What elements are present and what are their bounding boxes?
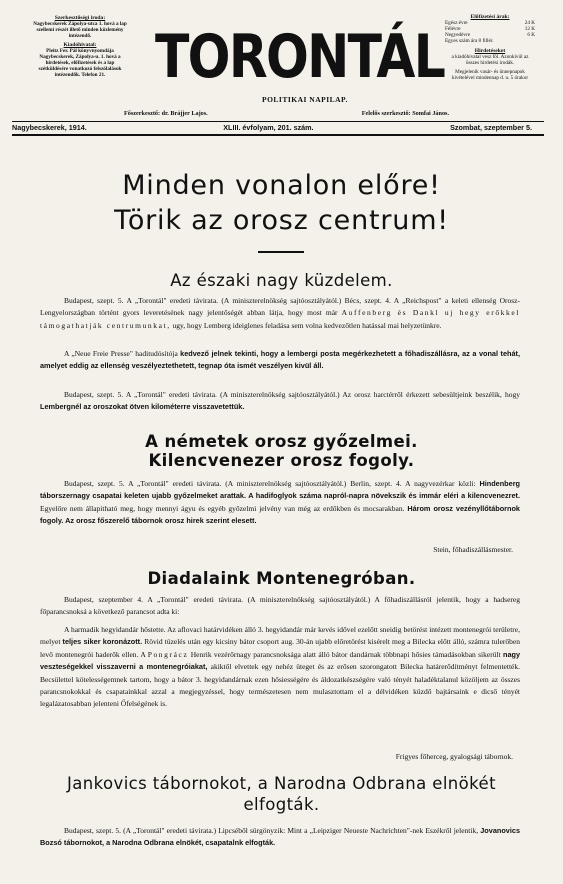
editorial-office-text: Nagybecskerek Zápolya-utca 1. hová a lap szellemi részét illető minden közlemény intézendő. xyxy=(33,21,127,39)
section1-paragraph2 xyxy=(40,348,520,373)
section4-paragraph1 xyxy=(40,825,520,850)
text-run: Budapest, szept. 5. A „Torontál" eredeti távirata. (A miniszterelnökség sajtóosztályától.) Berlin, szept. 4. A nagyvezérkar közli: xyxy=(64,479,480,488)
price-label: Negyedévre xyxy=(445,32,471,38)
spaced-text: Pongrácz xyxy=(147,649,189,659)
price-value: 24 K xyxy=(524,20,535,26)
editor-in-chief: Főszerkesztő: dr. Brájjer Lajos. xyxy=(124,110,208,117)
masthead-divider xyxy=(12,121,544,122)
dateline-divider xyxy=(12,134,544,136)
section3-signature: Frigyes főherceg, gyalogsági tábornok. xyxy=(395,752,513,761)
text-run: Henrik vezérőrnagy parancsnoksága alatt álló bátor dandárnak többnapi hősies támadásokban sikerült xyxy=(188,649,503,659)
main-headline-line1: Minden vonalon előre! xyxy=(122,170,441,201)
text-run: A harmadik hegyidandár hőstette. Az aflovaci határvidéken álló 3. hegyidandár már kevés idővel ezelőtt sneidig betörést intézett montenegrói területre, melyet xyxy=(40,625,520,647)
price-label: Félévre xyxy=(445,26,461,32)
section4-title-line2: elfogták. xyxy=(243,795,320,814)
bold-text: kedvező jelnek tekinti, hogy a lembergi posta megérkezhetett a főhadiszállásra, az a vonal tehát, amelyet eddig az ellenség veszélyeztethetett, tegnap óta ismét veszélyen kivül áll. xyxy=(40,349,520,371)
text-run: Budapest, szept. 5. (A „Torontál" eredeti távirata.) Lipcséből sürgönyzik: Mint a „Leipziger Neueste Nachrichten"-nek Eszékről jelentik, xyxy=(64,826,481,835)
masthead xyxy=(32,14,535,136)
editorial-office-heading: Szerkesztőségi iroda: xyxy=(54,15,106,21)
subscription-prices-heading: Előfizetési árak: xyxy=(470,14,510,20)
section2-paragraph1 xyxy=(40,478,520,528)
bold-text: teljes siker koronázott. xyxy=(62,637,143,647)
text-run: Budapest, szept. 5. A „Torontál" eredeti távirata. (A miniszterelnökség sajtóosztályától.) Bécs, szept. 4. A „Reichspost" a keleti ellenség Orosz-Lengyelországban történt gyors leveretésének nagy jelentőségét abban látja, hogy most már xyxy=(40,296,520,318)
section3-paragraph2 xyxy=(40,624,520,711)
bold-text: nagy veszteségekkel visszaverni a montenegróiakat, xyxy=(40,649,521,672)
section2-signature: Stein, főhadiszállásmester. xyxy=(433,545,513,554)
editors-line xyxy=(124,110,449,117)
text-run: ugy, hogy Lemberg ideiglenes feladása sem volna kedvezőtlen hatással mai helyzetünkre. xyxy=(170,320,442,330)
text-run: A „Neue Freie Presse" haditudósítója xyxy=(64,349,181,358)
newspaper-title: TORONTÁL xyxy=(154,22,445,92)
dateline xyxy=(12,123,532,132)
price-label: Egyes szám ára 8 fillér. xyxy=(445,38,494,44)
dateline-place: Nagybecskerek, 1914. xyxy=(12,123,87,132)
ads-heading: Hirdetéseket xyxy=(474,48,506,54)
section3-paragraph1: Budapest, szeptember 4. A „Torontál" eredeti távirata. (A miniszterelnökség sajtóosztályától.) A főhadiszállásról jelentik, hogy a hadsereg főparancsnoksá a következő parancsot adta ki: xyxy=(40,595,520,617)
newspaper-subtitle: POLITIKAI NAPILAP. xyxy=(262,95,348,104)
section2-title-line2: Kilencvenezer orosz fogoly. xyxy=(148,451,415,470)
publisher-office-heading: Kiadóhivatal: xyxy=(63,42,97,48)
section2-title-line1: A németek orosz győzelmei. xyxy=(145,432,418,451)
spaced-text: Auffenberg és Dankl uj hegy erőkkel támogathatják centrumunkat, xyxy=(40,308,520,330)
dateline-volume: XLIII. évfolyam, 201. szám. xyxy=(223,123,314,132)
dateline-date: Szombat, szeptember 5. xyxy=(450,123,532,132)
section1-paragraph1 xyxy=(40,295,520,332)
price-label: Egész évre xyxy=(445,20,468,26)
responsible-editor: Felelős szerkesztő: Somfai János. xyxy=(361,110,449,117)
bold-text: Lembergnél az oroszokat ötven kilométerre visszavetettük. xyxy=(40,402,245,412)
section1-paragraph3 xyxy=(40,389,520,414)
bold-text: Hindenberg táborszernagy csapatai keleten ujabb győzelmeket arattak. A hadifoglyok száma napról-napra növekszik és immár eléri a kilencvenezret. xyxy=(40,479,520,501)
ads-text: a kiadóhivatal vesz föl. Azonkívül az összes hirdetési irodák. xyxy=(451,54,529,66)
main-headline-line2: Törik az orosz centrum! xyxy=(114,205,449,236)
section4-title-line1: Jankovics tábornokot, a Narodna Odbrana elnökét xyxy=(67,774,496,793)
publisher-office-text: Pleitz Fer. Pál könyvnyomdája Nagybecskerek, Zápolya-u. 1. hová a hirdetések, előfizetések és a lap szétküldésére vonatkozó felszólalások intézendők. Telefon 21. xyxy=(38,48,122,78)
text-run: Egyelőre nem állapitható meg, hogy mennyi ágyu és egyéb győzelmi jelvény van még az erdőkben és mocsarakban. xyxy=(40,503,408,513)
headline-dash xyxy=(258,251,304,253)
bold-text: Három orosz vezényllőtábornok fogoly. Az orosz főszerelő tábornok orosz hirek szerint elesett. xyxy=(40,503,520,526)
price-value: 12 K xyxy=(524,26,535,32)
text-run: Budapest, szept. 5. A „Torontál" eredeti távirata. (A miniszterelnökség sajtóosztályától.) Az orosz harctérről érkezett sebesültjeink beszélik, hogy xyxy=(64,390,520,399)
text-run: akiktől elvettek egy nehéz üteget és az erősen szorongatott Bilecka határerődítményt felmentették. Becsülettel kötelességemnek tartom, hogy a bátor 3. hegyidandárnak ezen hősiességére és áldozatkészségére való tényét haladéktalanul közöljem az összes parancsnokokkal és csapatainkkal azzal a megjegyzéssel, hogy természetesen nem mulasztottam el a délvidéken küzdő bajtársaink e dicső tényét legalázatosabban jelenteni Őfelségének is. xyxy=(40,662,520,709)
price-row xyxy=(445,38,535,44)
masthead-left-info xyxy=(32,14,128,78)
section1-title: Az északi nagy küzdelem. xyxy=(170,271,393,290)
section3-title: Diadalaink Montenegróban. xyxy=(147,569,416,588)
bold-text: Jovanovics Bozsó tábornokot, a Narodna Odbrana elnökét, csapatalnk elfogták. xyxy=(40,826,520,848)
masthead-right-info xyxy=(445,14,535,81)
text-run: Rövid tüzelés után egy kicsiny bátor csoport aug. 30-án ujabb előretörést kisérelt meg a Bilecka előtt álló, számra tulerőben levő montenegrói haderők ellen. A xyxy=(40,637,520,659)
price-value: 6 K xyxy=(527,32,535,38)
publication-schedule: Megjelenik vasár- és ünnepnapok kivételével mindennap d. u. 5 órakor xyxy=(451,69,529,81)
